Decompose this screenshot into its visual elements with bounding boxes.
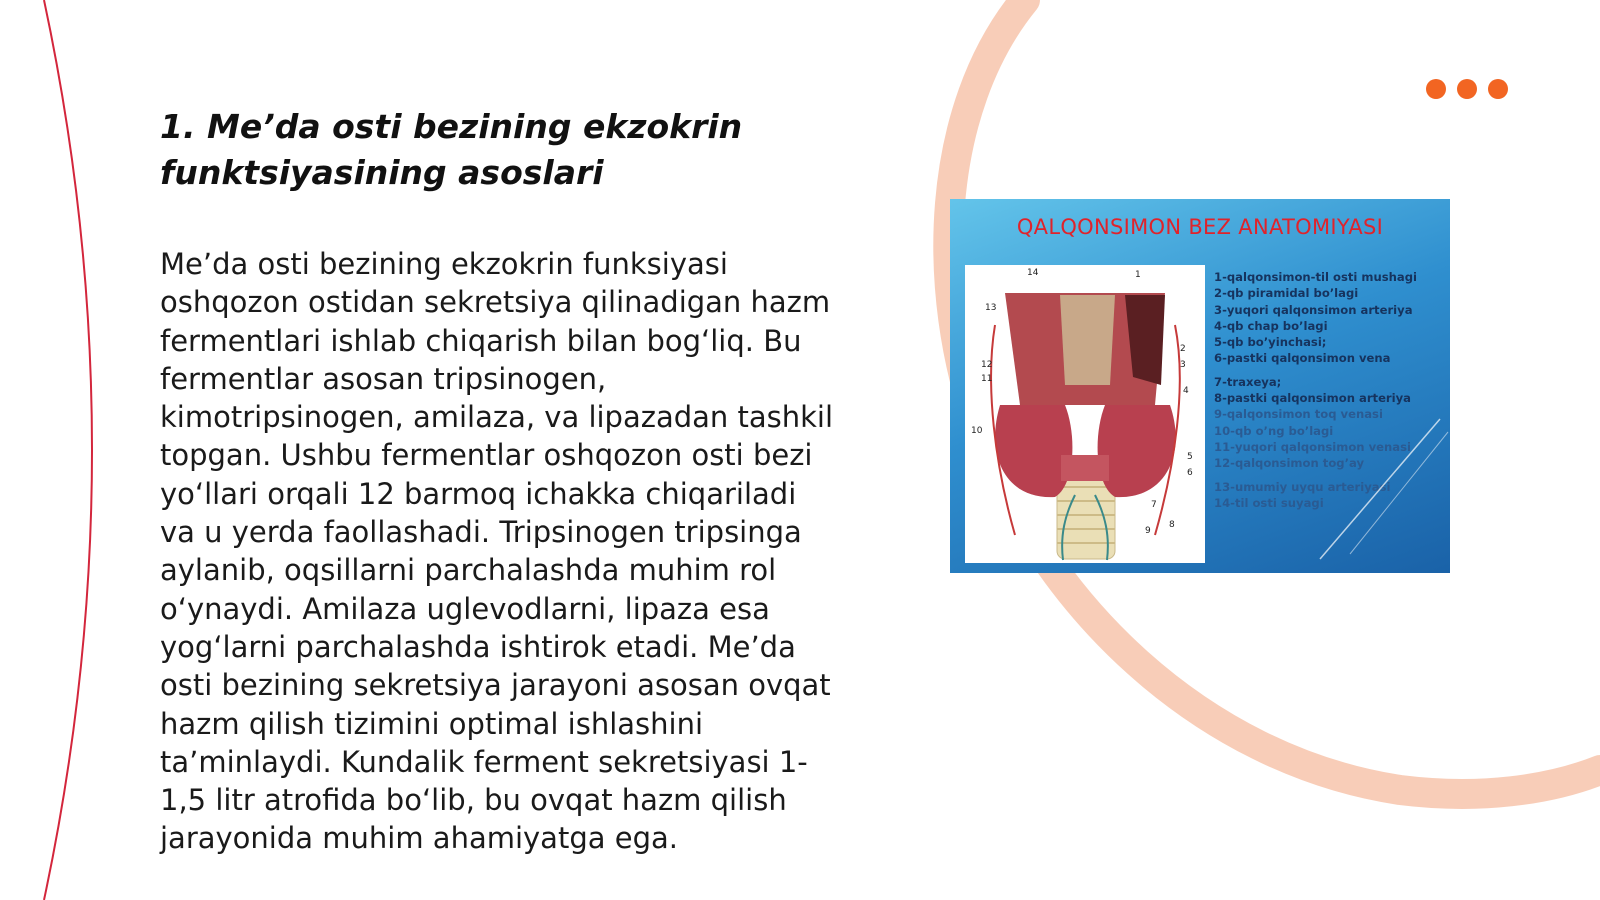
legend-item: 4-qb chap bo’lagi — [1214, 318, 1328, 333]
legend-item: 6-pastki qalqonsimon vena — [1214, 351, 1391, 366]
legend-item: 13-umumiy uyqu arteriyasi — [1214, 479, 1391, 494]
photo-label: 13 — [985, 303, 997, 313]
legend-item: 14-til osti suyagi — [1214, 495, 1324, 510]
figure-title: QALQONSIMON BEZ ANATOMIYASI — [1016, 215, 1384, 239]
legend-item: 9-qalqonsimon toq venasi — [1214, 407, 1383, 422]
photo-label: 6 — [1187, 468, 1193, 478]
slide-body-text: Me’da osti bezining ekzokrin funksiyasi oshqozon ostidan sekretsiya qilinadigan hazm fermentlari ishlab chiqarish bilan bog‘liq. Bu fermentlar asosan tripsinogen, kimotripsinogen, amilaza, va lipazadan tashkil topgan. Ushbu fermentlar oshqozon osti bezi yo‘llari orqali 12 barmoq ichakka chiqariladi va u yerda faollashadi. Tripsinogen tripsinga aylanib, oqsillarni parchalashda muhim rol o‘ynaydi. Amilaza uglevodlarni, lipaza esa yog‘larni parchalashda ishtirok etadi. Me’da osti bezining sekretsiya jarayoni asosan ovqat hazm qilish tizimini optimal ishlashini ta’minlaydi. Kundalik ferment sekretsiyasi 1-1,5 litr atrofida bo‘lib, bu ovqat hazm qilish jarayonida muhim ahamiyatga ega. — [160, 247, 834, 856]
dot — [1488, 79, 1508, 99]
photo-label: 12 — [981, 360, 993, 370]
legend-item: 5-qb bo’yinchasi; — [1214, 335, 1327, 350]
photo-label: 9 — [1145, 526, 1151, 536]
legend-item: 2-qb piramidal bo’lagi — [1214, 286, 1359, 301]
photo-label: 5 — [1187, 452, 1193, 462]
legend-item: 10-qb o’ng bo’lagi — [1214, 423, 1334, 438]
photo-label: 10 — [971, 426, 983, 436]
photo-label: 3 — [1180, 360, 1186, 370]
light-streak — [1310, 414, 1450, 564]
more-dots-icon[interactable] — [1426, 79, 1508, 99]
photo-label: 2 — [1180, 344, 1186, 354]
dot — [1457, 79, 1477, 99]
photo-label: 1 — [1135, 270, 1141, 280]
dot — [1426, 79, 1446, 99]
legend-item: 11-yuqori qalqonsimon venasi — [1214, 439, 1411, 454]
thyroid-anatomy-figure — [950, 199, 1450, 573]
left-accent-curve — [44, 0, 92, 900]
legend-item: 12-qalqonsimon tog’ay — [1214, 456, 1365, 471]
photo-label: 14 — [1027, 268, 1039, 278]
legend-item: 3-yuqori qalqonsimon arteriya — [1214, 302, 1413, 317]
anatomy-photo — [965, 265, 1205, 563]
legend-item: 8-pastki qalqonsimon arteriya — [1214, 391, 1412, 406]
legend-item: 1-qalqonsimon-til osti mushagi — [1214, 270, 1418, 284]
photo-label: 7 — [1151, 500, 1157, 510]
legend-item: 7-traxeya; — [1214, 374, 1282, 389]
photo-label: 4 — [1183, 386, 1189, 396]
slide-title: 1. Me’da osti bezining ekzokrin funktsiyasining asoslari — [160, 107, 743, 192]
photo-label: 8 — [1169, 520, 1175, 530]
photo-label: 11 — [981, 374, 993, 384]
